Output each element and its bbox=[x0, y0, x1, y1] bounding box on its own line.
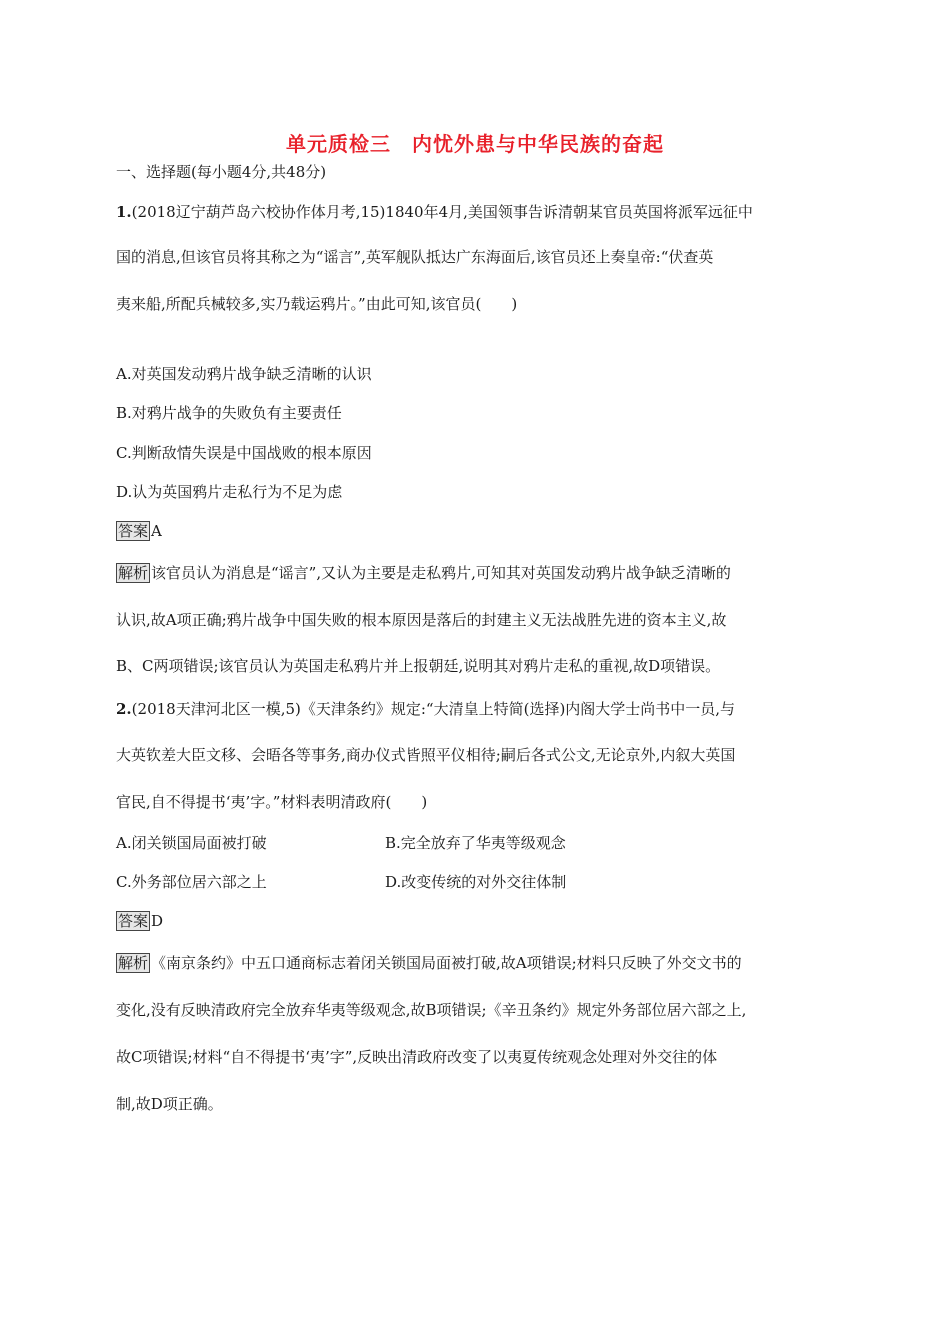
question-1-answer bbox=[116, 521, 162, 541]
section-heading: 一、选择题(每小题4分,共48分) bbox=[116, 163, 327, 181]
question-1-answer-value: A bbox=[151, 522, 162, 540]
question-1-analysis-3: B、C两项错误;该官员认为英国走私鸦片并上报朝廷,说明其对鸦片走私的重视,故D项错误。 bbox=[116, 657, 721, 675]
question-2-option-a: A.闭关锁国局面被打破 bbox=[116, 834, 267, 852]
question-1-stem-1: (2018辽宁葫芦岛六校协作体月考,15)1840年4月,美国领事告诉清朝某官员英国将派军远征中 bbox=[131, 203, 753, 221]
answer-tag: 答案 bbox=[118, 522, 149, 540]
page-title: 单元质检三 内忧外患与中华民族的奋起 bbox=[286, 132, 664, 156]
question-1-stem-3: 夷来船,所配兵械较多,实乃载运鸦片。”由此可知,该官员( ) bbox=[116, 295, 518, 313]
question-1-line-1 bbox=[116, 202, 753, 222]
question-1-option-a: A.对英国发动鸦片战争缺乏清晰的认识 bbox=[116, 365, 372, 383]
analysis-tag: 解析 bbox=[118, 564, 149, 582]
question-2-analysis-4: 制,故D项正确。 bbox=[116, 1095, 223, 1113]
question-2-number: 2. bbox=[116, 700, 132, 718]
question-2-analysis-text-1: 《南京条约》中五口通商标志着闭关锁国局面被打破,故A项错误;材料只反映了外交文书的 bbox=[151, 954, 742, 972]
question-2-answer-value: D bbox=[151, 912, 164, 930]
question-1-analysis-text-1: 该官员认为消息是“谣言”,又认为主要是走私鸦片,可知其对英国发动鸦片战争缺乏清晰的 bbox=[151, 564, 731, 582]
question-1-number: 1. bbox=[116, 203, 132, 221]
question-2-line-1 bbox=[116, 699, 735, 719]
question-2-answer bbox=[116, 911, 163, 931]
question-2-analysis-2: 变化,没有反映清政府完全放弃华夷等级观念,故B项错误;《辛丑条约》规定外务部位居六部之上, bbox=[116, 1001, 747, 1019]
question-2-option-c: C.外务部位居六部之上 bbox=[116, 873, 267, 891]
question-1-option-b: B.对鸦片战争的失败负有主要责任 bbox=[116, 404, 342, 422]
question-2-analysis-1 bbox=[116, 953, 742, 973]
question-1-analysis-1 bbox=[116, 563, 731, 583]
question-2-option-b: B.完全放弃了华夷等级观念 bbox=[385, 834, 566, 852]
answer-tag: 答案 bbox=[118, 912, 149, 930]
question-2-stem-1: (2018天津河北区一模,5)《天津条约》规定:“大清皇上特简(选择)内阁大学士尚书中一员,与 bbox=[131, 700, 736, 718]
question-1-option-d: D.认为英国鸦片走私行为不足为虑 bbox=[116, 483, 343, 501]
question-2-stem-3: 官民,自不得提书‘夷’字。”材料表明清政府( ) bbox=[116, 793, 428, 811]
question-2-option-d: D.改变传统的对外交往体制 bbox=[385, 873, 567, 891]
question-1-analysis-2: 认识,故A项正确;鸦片战争中国失败的根本原因是落后的封建主义无法战胜先进的资本主义,故 bbox=[116, 611, 727, 629]
question-1-stem-2: 国的消息,但该官员将其称之为“谣言”,英军舰队抵达广东海面后,该官员还上奏皇帝:“伏查英 bbox=[116, 248, 714, 266]
analysis-tag: 解析 bbox=[118, 954, 149, 972]
question-2-analysis-3: 故C项错误;材料“自不得提书‘夷’字”,反映出清政府改变了以夷夏传统观念处理对外交往的体 bbox=[116, 1048, 718, 1066]
question-1-option-c: C.判断敌情失误是中国战败的根本原因 bbox=[116, 444, 372, 462]
question-2-stem-2: 大英钦差大臣文移、会晤各等事务,商办仪式皆照平仪相待;嗣后各式公文,无论京外,内叙大英国 bbox=[116, 746, 736, 764]
